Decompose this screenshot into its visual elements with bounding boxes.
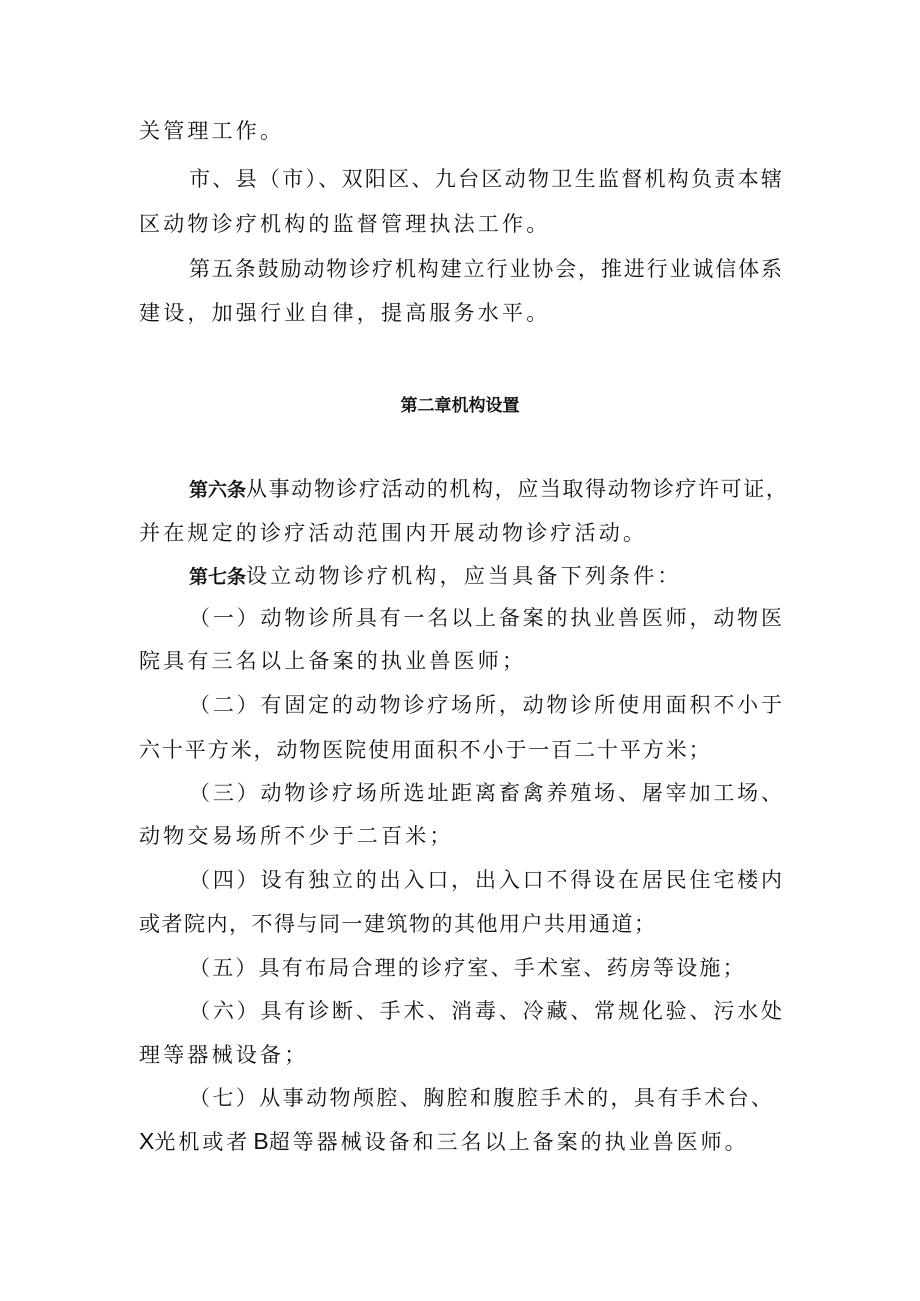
article-text: 从事动物诊疗活动的机构，应当取得动物诊疗许可证， bbox=[246, 477, 789, 501]
latin-char: X bbox=[139, 1128, 155, 1154]
list-item-line: （七）从事动物颅腔、胸腔和腹腔手术的，具有手术台、 bbox=[189, 1086, 772, 1110]
text-segment: 光机或者 bbox=[154, 1130, 251, 1154]
list-item-line: 院具有三名以上备案的执业兽医师； bbox=[139, 649, 527, 673]
chapter-heading: 第二章机构设置 bbox=[400, 396, 520, 416]
article-text: 设立动物诊疗机构，应当具备下列条件： bbox=[246, 564, 682, 588]
list-item-line: （二）有固定的动物诊疗场所，动物诊所使用面积不小于 bbox=[189, 693, 782, 717]
list-item-line bbox=[139, 1126, 749, 1157]
article-label: 第六条 bbox=[189, 479, 247, 501]
text-line: 并在规定的诊疗活动范围内开展动物诊疗活动。 bbox=[139, 521, 648, 545]
latin-char: B bbox=[253, 1128, 269, 1154]
text-line: 市、县（市）、双阳区、九台区动物卫生监督机构负责本辖 bbox=[189, 167, 782, 191]
list-item-line: （四）设有独立的出入口，出入口不得设在居民住宅楼内 bbox=[189, 868, 782, 892]
article-label: 第七条 bbox=[189, 566, 247, 588]
text-segment: 超等器械设备和三名以上备案的执业兽医师。 bbox=[268, 1130, 749, 1154]
list-item-line: 六十平方米，动物医院使用面积不小于一百二十平方米； bbox=[139, 738, 712, 762]
list-item-line: 动物交易场所不少于二百米； bbox=[139, 824, 454, 848]
list-item-line: 或者院内，不得与同一建筑物的其他用户共用通道； bbox=[139, 912, 657, 936]
list-item-line: （五）具有布局合理的诊疗室、手术室、药房等设施； bbox=[189, 956, 746, 980]
article-line bbox=[189, 474, 789, 505]
list-item-line: （三）动物诊疗场所选址距离畜禽养殖场、屠宰加工场、 bbox=[189, 781, 782, 805]
list-item-line: （六）具有诊断、手术、消毒、冷藏、常规化验、污水处 bbox=[189, 999, 782, 1023]
article-line bbox=[189, 561, 682, 592]
list-item-line: （一）动物诊所具有一名以上备案的执业兽医师，动物医 bbox=[189, 606, 782, 630]
text-line: 区动物诊疗机构的监督管理执法工作。 bbox=[139, 212, 551, 236]
list-item-line: 理等器械设备； bbox=[139, 1043, 309, 1067]
text-line: 关管理工作。 bbox=[139, 119, 285, 143]
text-line: 建设，加强行业自律，提高服务水平。 bbox=[139, 301, 551, 325]
text-line: 第五条鼓励动物诊疗机构建立行业协会，推进行业诚信体系 bbox=[189, 257, 782, 281]
